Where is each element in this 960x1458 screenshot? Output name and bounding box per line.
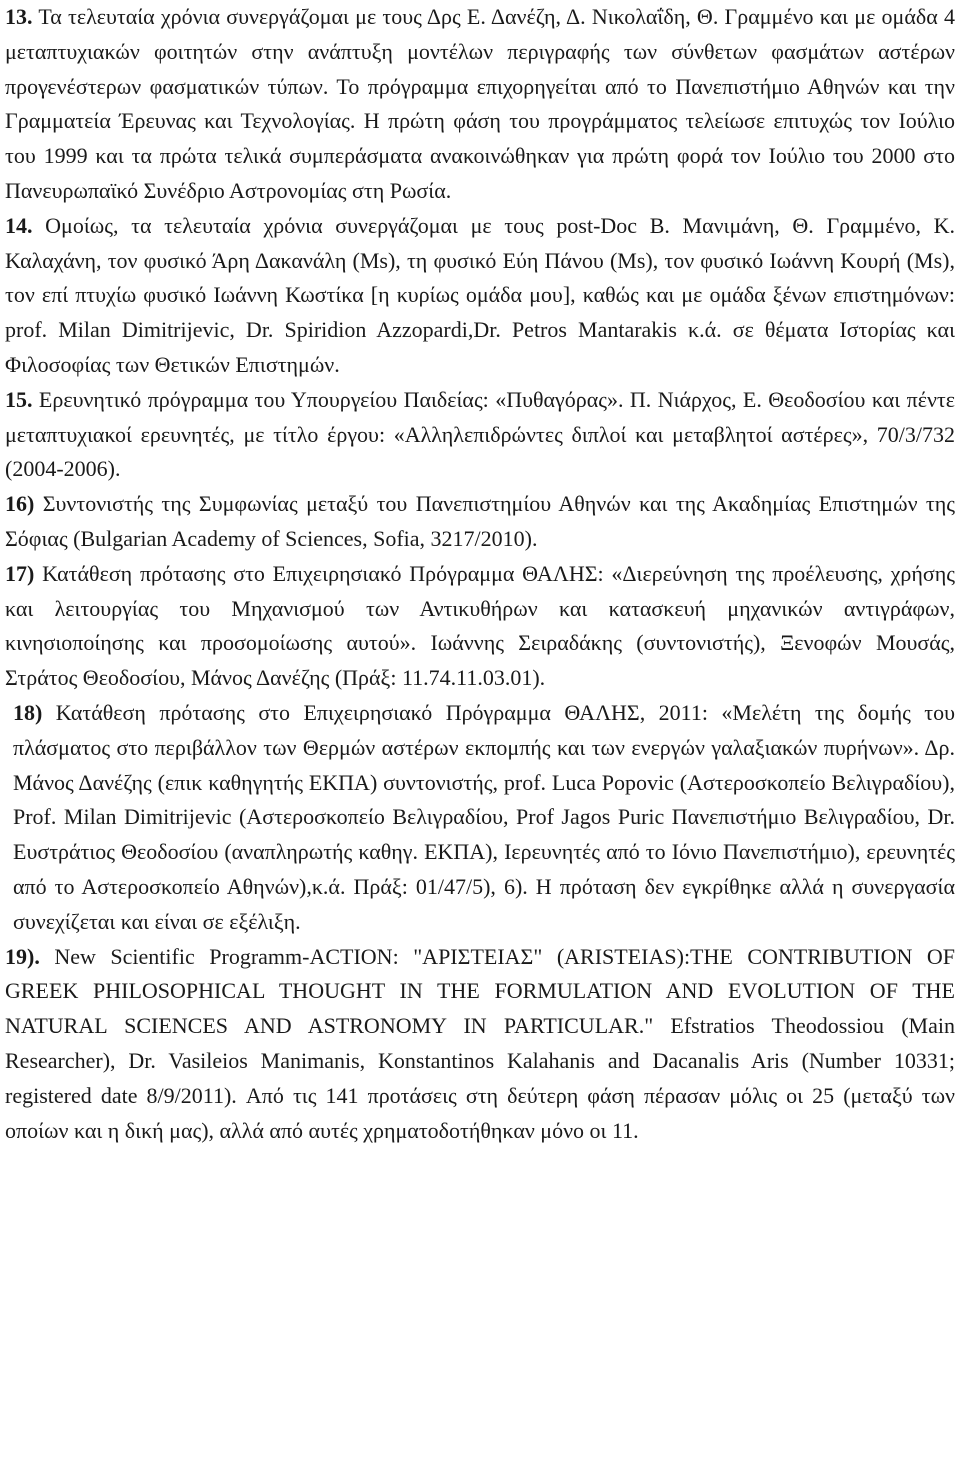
item-text: Συντονιστής της Συμφωνίας μεταξύ του Πανεπιστημίου Αθηνών και της Ακαδημίας Επιστημών της Σόφιας (Bulgarian Academy of Sciences, Sofia, 3217/2010).: [5, 491, 955, 551]
item-text: Ομοίως, τα τελευταία χρόνια συνεργάζομαι με τους post-Doc Β. Μανιμάνη, Θ. Γραμμένο, Κ. Καλαχάνη, τον φυσικό Άρη Δακανάλη (Ms), τη φυσικό Εύη Πάνου (Ms), τον φυσικό Ιωάννη Κουρή (Ms), τον επί πτυχίω φυσικό Ιωάννη Κωστίκα [η κυρίως ομάδα μου], καθώς και με ομάδα ξένων επιστημόνων: prof. Milan Dimitrijevic, Dr. Spiridion Azzopardi,Dr. Petros Mantarakis κ.ά. σε θέματα Ιστορίας και Φιλοσοφίας των Θετικών Επιστημών.: [5, 212, 955, 377]
item-18: [5, 696, 955, 940]
item-text: Ερευνητικό πρόγραμμα του Υπουργείου Παιδείας: «Πυθαγόρας». Π. Νιάρχος, Ε. Θεοδοσίου και πέντε μεταπτυχιακοί ερευνητές, με τίτλο έργου: «Αλληλεπιδρώντες διπλοί και μεταβλητοί αστέρες», 70/3/732 (2004-2006).: [5, 386, 955, 482]
item-13: [5, 0, 955, 209]
item-text: New Scientific Programm-ACTION: "ΑΡΙΣΤΕΙΑΣ" (ARISTEIAS):THE CONTRIBUTION OF GREEK PHILOSOPHICAL THOUGHT IN THE FORMULATION AND EVOLUTION OF THE NATURAL SCIENCES AND ASTRONOMY IN PARTICULAR." Efstratios Theodossiou (Main Researcher), Dr. Vasileios Manimanis, Konstantinos Kalahanis and Dacanalis Aris (Number 10331; registered date 8/9/2011). Από τις 141 προτάσεις στη δεύτερη φάση πέρασαν μόλις οι 25 (μεταξύ των οποίων και η δική μας), αλλά από αυτές χρηματοδοτήθηκαν μόνο οι 11.: [5, 943, 955, 1143]
item-14: [5, 209, 955, 383]
item-number: 16): [5, 491, 35, 517]
item-number: 14.: [5, 212, 33, 238]
item-number: 19).: [5, 943, 40, 969]
document-page: [5, 0, 955, 1148]
item-number: 18): [13, 699, 43, 725]
item-text: Τα τελευταία χρόνια συνεργάζομαι με τους Δρς Ε. Δανέζη, Δ. Νικολαΐδη, Θ. Γραμμένο και με ομάδα 4 μεταπτυχιακών φοιτητών στην ανάπτυξη μοντέλων περιγραφής των σύνθετων φασμάτων αστέρων προγενέστερων φασματικών τύπων. Το πρόγραμμα επιχορηγείται από το Πανεπιστήμιο Αθηνών και την Γραμματεία Έρευνας και Τεχνολογίας. Η πρώτη φάση του προγράμματος τελείωσε επιτυχώς τον Ιούλιο του 1999 και τα πρώτα τελικά συμπεράσματα ανακοινώθηκαν για πρώτη φορά τον Ιούλιο του 2000 στο Πανευρωπαϊκό Συνέδριο Αστρονομίας στη Ρωσία.: [5, 4, 955, 203]
item-19: [5, 940, 955, 1149]
item-text: Κατάθεση πρότασης στο Επιχειρησιακό Πρόγραμμα ΘΑΛΗΣ: «Διερεύνηση της προέλευσης, χρήσης και λειτουργίας του Μηχανισμού των Αντικυθήρων και κατασκευή μηχανικών αντιγράφων, κινησιοποίησης και προσομοίωσης αυτού». Ιωάννης Σειραδάκης (συντονιστής), Ξενοφών Μουσάς, Στράτος Θεοδοσίου, Μάνος Δανέζης (Πράξ: 11.74.11.03.01).: [5, 560, 955, 691]
item-15: [5, 383, 955, 487]
item-17: [5, 557, 955, 696]
item-number: 15.: [5, 386, 33, 412]
item-number: 17): [5, 560, 35, 586]
item-number: 13.: [5, 4, 33, 29]
item-text: Κατάθεση πρότασης στο Επιχειρησιακό Πρόγραμμα ΘΑΛΗΣ, 2011: «Μελέτη της δομής του πλάσματος στο περιβάλλον των Θερμών αστέρων εκπομπής και των ενεργών γαλαξιακών πυρήνων». Δρ. Μάνος Δανέζης (επικ καθηγητής ΕΚΠΑ) συντονιστής, prof. Luca Popovic (Αστεροσκοπείο Βελιγραδίου), Prof. Milan Dimitrijevic (Αστεροσκοπείο Βελιγραδίου, Prof Jagos Puric Πανεπιστήμιο Βελιγραδίου, Dr. Ευστράτιος Θεοδοσίου (αναπληρωτής καθηγ. ΕΚΠΑ), Ιερευνητές από το Ιόνιο Πανεπιστήμιο), ερευνητές από το Αστεροσκοπείο Αθηνών),κ.ά. Πράξ: 01/47/5), 6). Η πρόταση δεν εγκρίθηκε αλλά η συνεργασία συνεχίζεται και είναι σε εξέλιξη.: [13, 699, 955, 934]
item-16: [5, 487, 955, 557]
